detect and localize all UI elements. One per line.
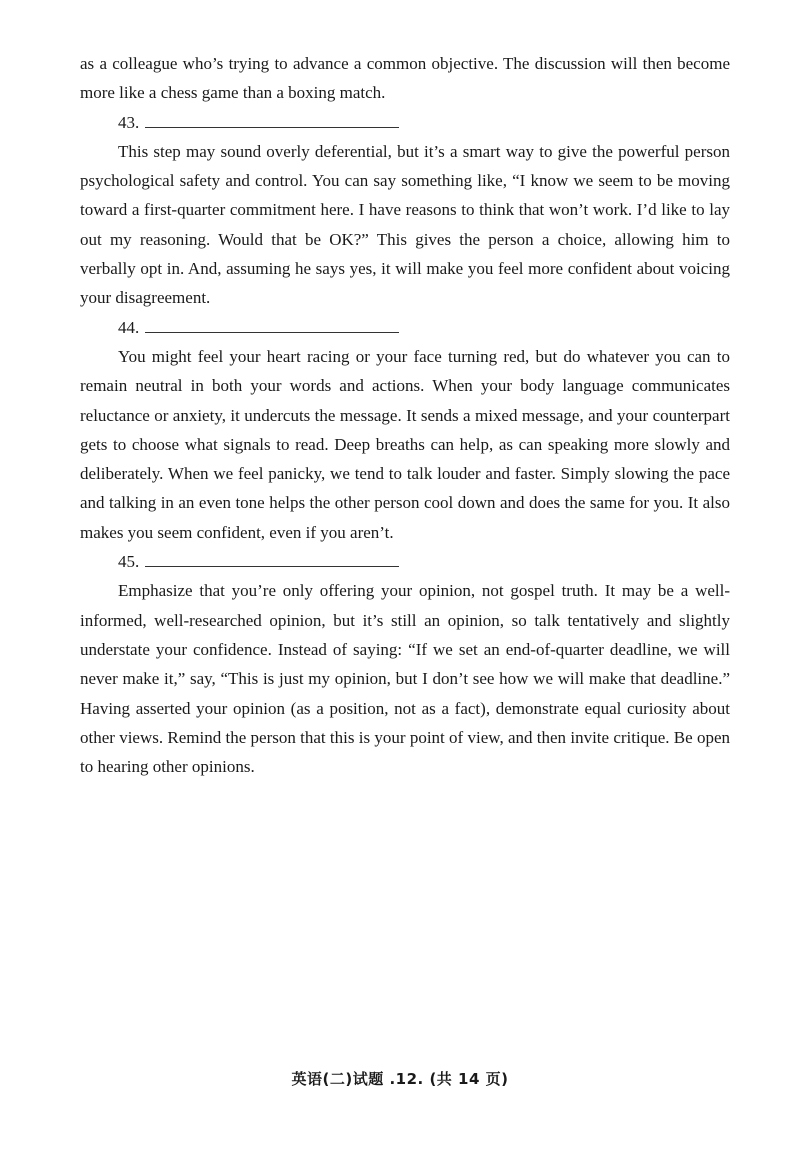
passage-paragraph-43: This step may sound overly deferential, but it’s a smart way to give the powerful person psychological safety and control. You can say something like, “I know we seem to be moving toward a first-quarter commitment here. I have reasons to think that won’t work. I’d like to lay out my reasoning. Would that be OK?” This gives the person a choice, allowing him to verbally opt in. And, assuming he says yes, it will make you feel more confident about voicing your disagreement.: [80, 141, 730, 308]
question-45: [80, 547, 730, 576]
question-44-answer-blank[interactable]: [145, 315, 399, 333]
passage-paragraph-44: You might feel your heart racing or your face turning red, but do whatever you can to remain neutral in both your words and actions. When your body language communicates reluctance or anxiety, it undercuts the message. It sends a mixed message, and your counterpart gets to choose what signals to read. Deep breaths can help, as can speaking more slowly and deliberately. When we feel panicky, we tend to talk louder and faster. Simply slowing the pace and talking in an even tone helps the other person cool down and does the same for you. It also makes you seem confident, even if you aren’t.: [80, 346, 730, 542]
question-45-number: 45.: [118, 552, 140, 572]
passage-paragraph-continuation: as a colleague who’s trying to advance a common objective. The discussion will then become more like a chess game than a boxing match.: [80, 54, 730, 103]
passage: [80, 49, 730, 781]
question-44: [80, 313, 730, 342]
question-44-number: 44.: [118, 317, 140, 337]
question-45-answer-blank[interactable]: [145, 549, 399, 567]
passage-paragraph-45: Emphasize that you’re only offering your opinion, not gospel truth. It may be a well-informed, well-researched opinion, but it’s still an opinion, so talk tentatively and slightly understate your confidence. Instead of saying: “If we set an end-of-quarter deadline, we will never make it,” say, “This is just my opinion, but I don’t see how we will make that deadline.” Having asserted your opinion (as a position, not as a fact), demonstrate equal curiosity about other views. Remind the person that this is your point of view, and then invite critique. Be open to hearing other opinions.: [80, 581, 730, 777]
question-43-number: 43.: [118, 112, 140, 132]
page-footer: 英语(二)试题 .12. (共 14 页): [291, 1070, 509, 1088]
question-43: [80, 108, 730, 137]
question-43-answer-blank[interactable]: [145, 110, 399, 128]
